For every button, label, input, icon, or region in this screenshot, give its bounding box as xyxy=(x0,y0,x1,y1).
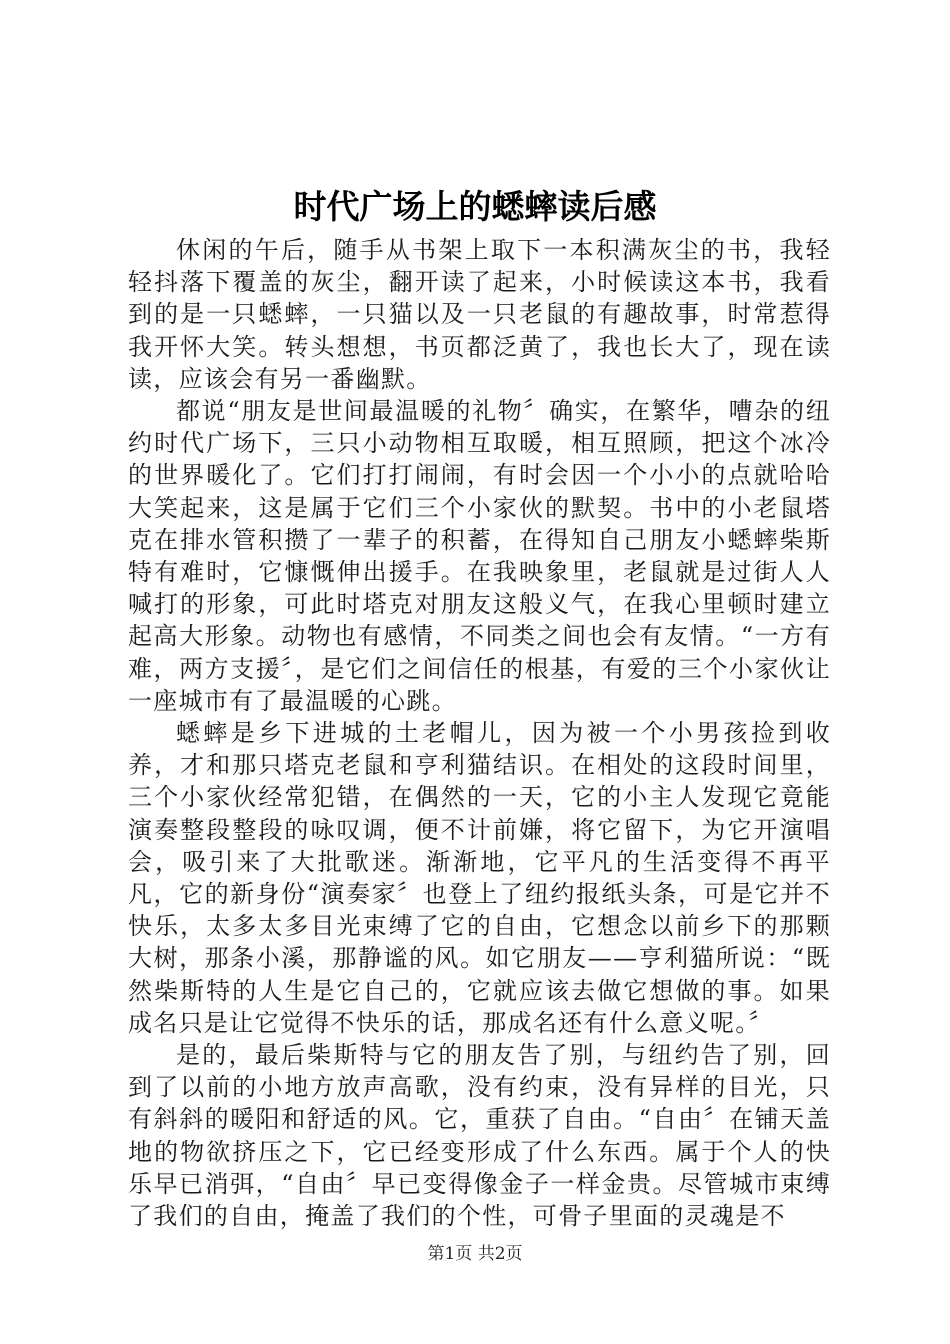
page-number-footer: 第1页 共2页 xyxy=(427,1244,523,1264)
document-title: 时代广场上的蟋蟀读后感 xyxy=(293,187,657,226)
paragraph-3: 蟋蟀是乡下进城的土老帽儿，因为被一个小男孩捡到收养，才和那只塔克老鼠和亨利猫结识。在相处的这段时间里，三个小家伙经常犯错，在偶然的一天，它的小主人发现它竟能演奏整段整段的咏叹调，便不计前嫌，将它留下，为它开演唱会，吸引来了大批歌迷。渐渐地，它平凡的生活变得不再平凡，它的新身份“演奏家〞也登上了纽约报纸头条，可是它并不快乐，太多太多目光束缚了它的自由，它想念以前乡下的那颗大树，那条小溪，那静谧的风。如它朋友——亨利猫所说：“既然柴斯特的人生是它自己的，它就应该去做它想做的事。如果成名只是让它觉得不快乐的话，那成名还有什么意义呢。〞 xyxy=(128,719,831,1037)
paragraph-4: 是的，最后柴斯特与它的朋友告了别，与纽约告了别，回到了以前的小地方放声高歌，没有约束，没有异样的目光，只有斜斜的暖阳和舒适的风。它，重获了自由。“自由〞在铺天盖地的物欲挤压之下，它已经变形成了什么东西。属于个人的快乐早已消弭，“自由〞早已变得像金子一样金贵。尽管城市束缚了我们的自由，掩盖了我们的个性，可骨子里面的灵魂是不 xyxy=(128,1041,831,1231)
paragraph-1: 休闲的午后，随手从书架上取下一本积满灰尘的书，我轻轻抖落下覆盖的灰尘，翻开读了起来，小时候读这本书，我看到的是一只蟋蟀，一只猫以及一只老鼠的有趣故事，时常惹得我开怀大笑。转头想想，书页都泛黄了，我也长大了，现在读读，应该会有另一番幽默。 xyxy=(128,236,831,393)
paragraph-2: 都说“朋友是世间最温暖的礼物〞确实，在繁华，嘈杂的纽约时代广场下，三只小动物相互取暖，相互照顾，把这个冰冷的世界暖化了。它们打打闹闹，有时会因一个小小的点就哈哈大笑起来，这是属于它们三个小家伙的默契。书中的小老鼠塔克在排水管积攒了一辈子的积蓄，在得知自己朋友小蟋蟀柴斯特有难时，它慷慨伸出援手。在我映象里，老鼠就是过街人人喊打的形象，可此时塔克对朋友这般义气，在我心里顿时建立起高大形象。动物也有感情，不同类之间也会有友情。“一方有难，两方支援〞，是它们之间信任的根基，有爱的三个小家伙让一座城市有了最温暖的心跳。 xyxy=(128,397,831,715)
document-body xyxy=(128,234,831,1232)
